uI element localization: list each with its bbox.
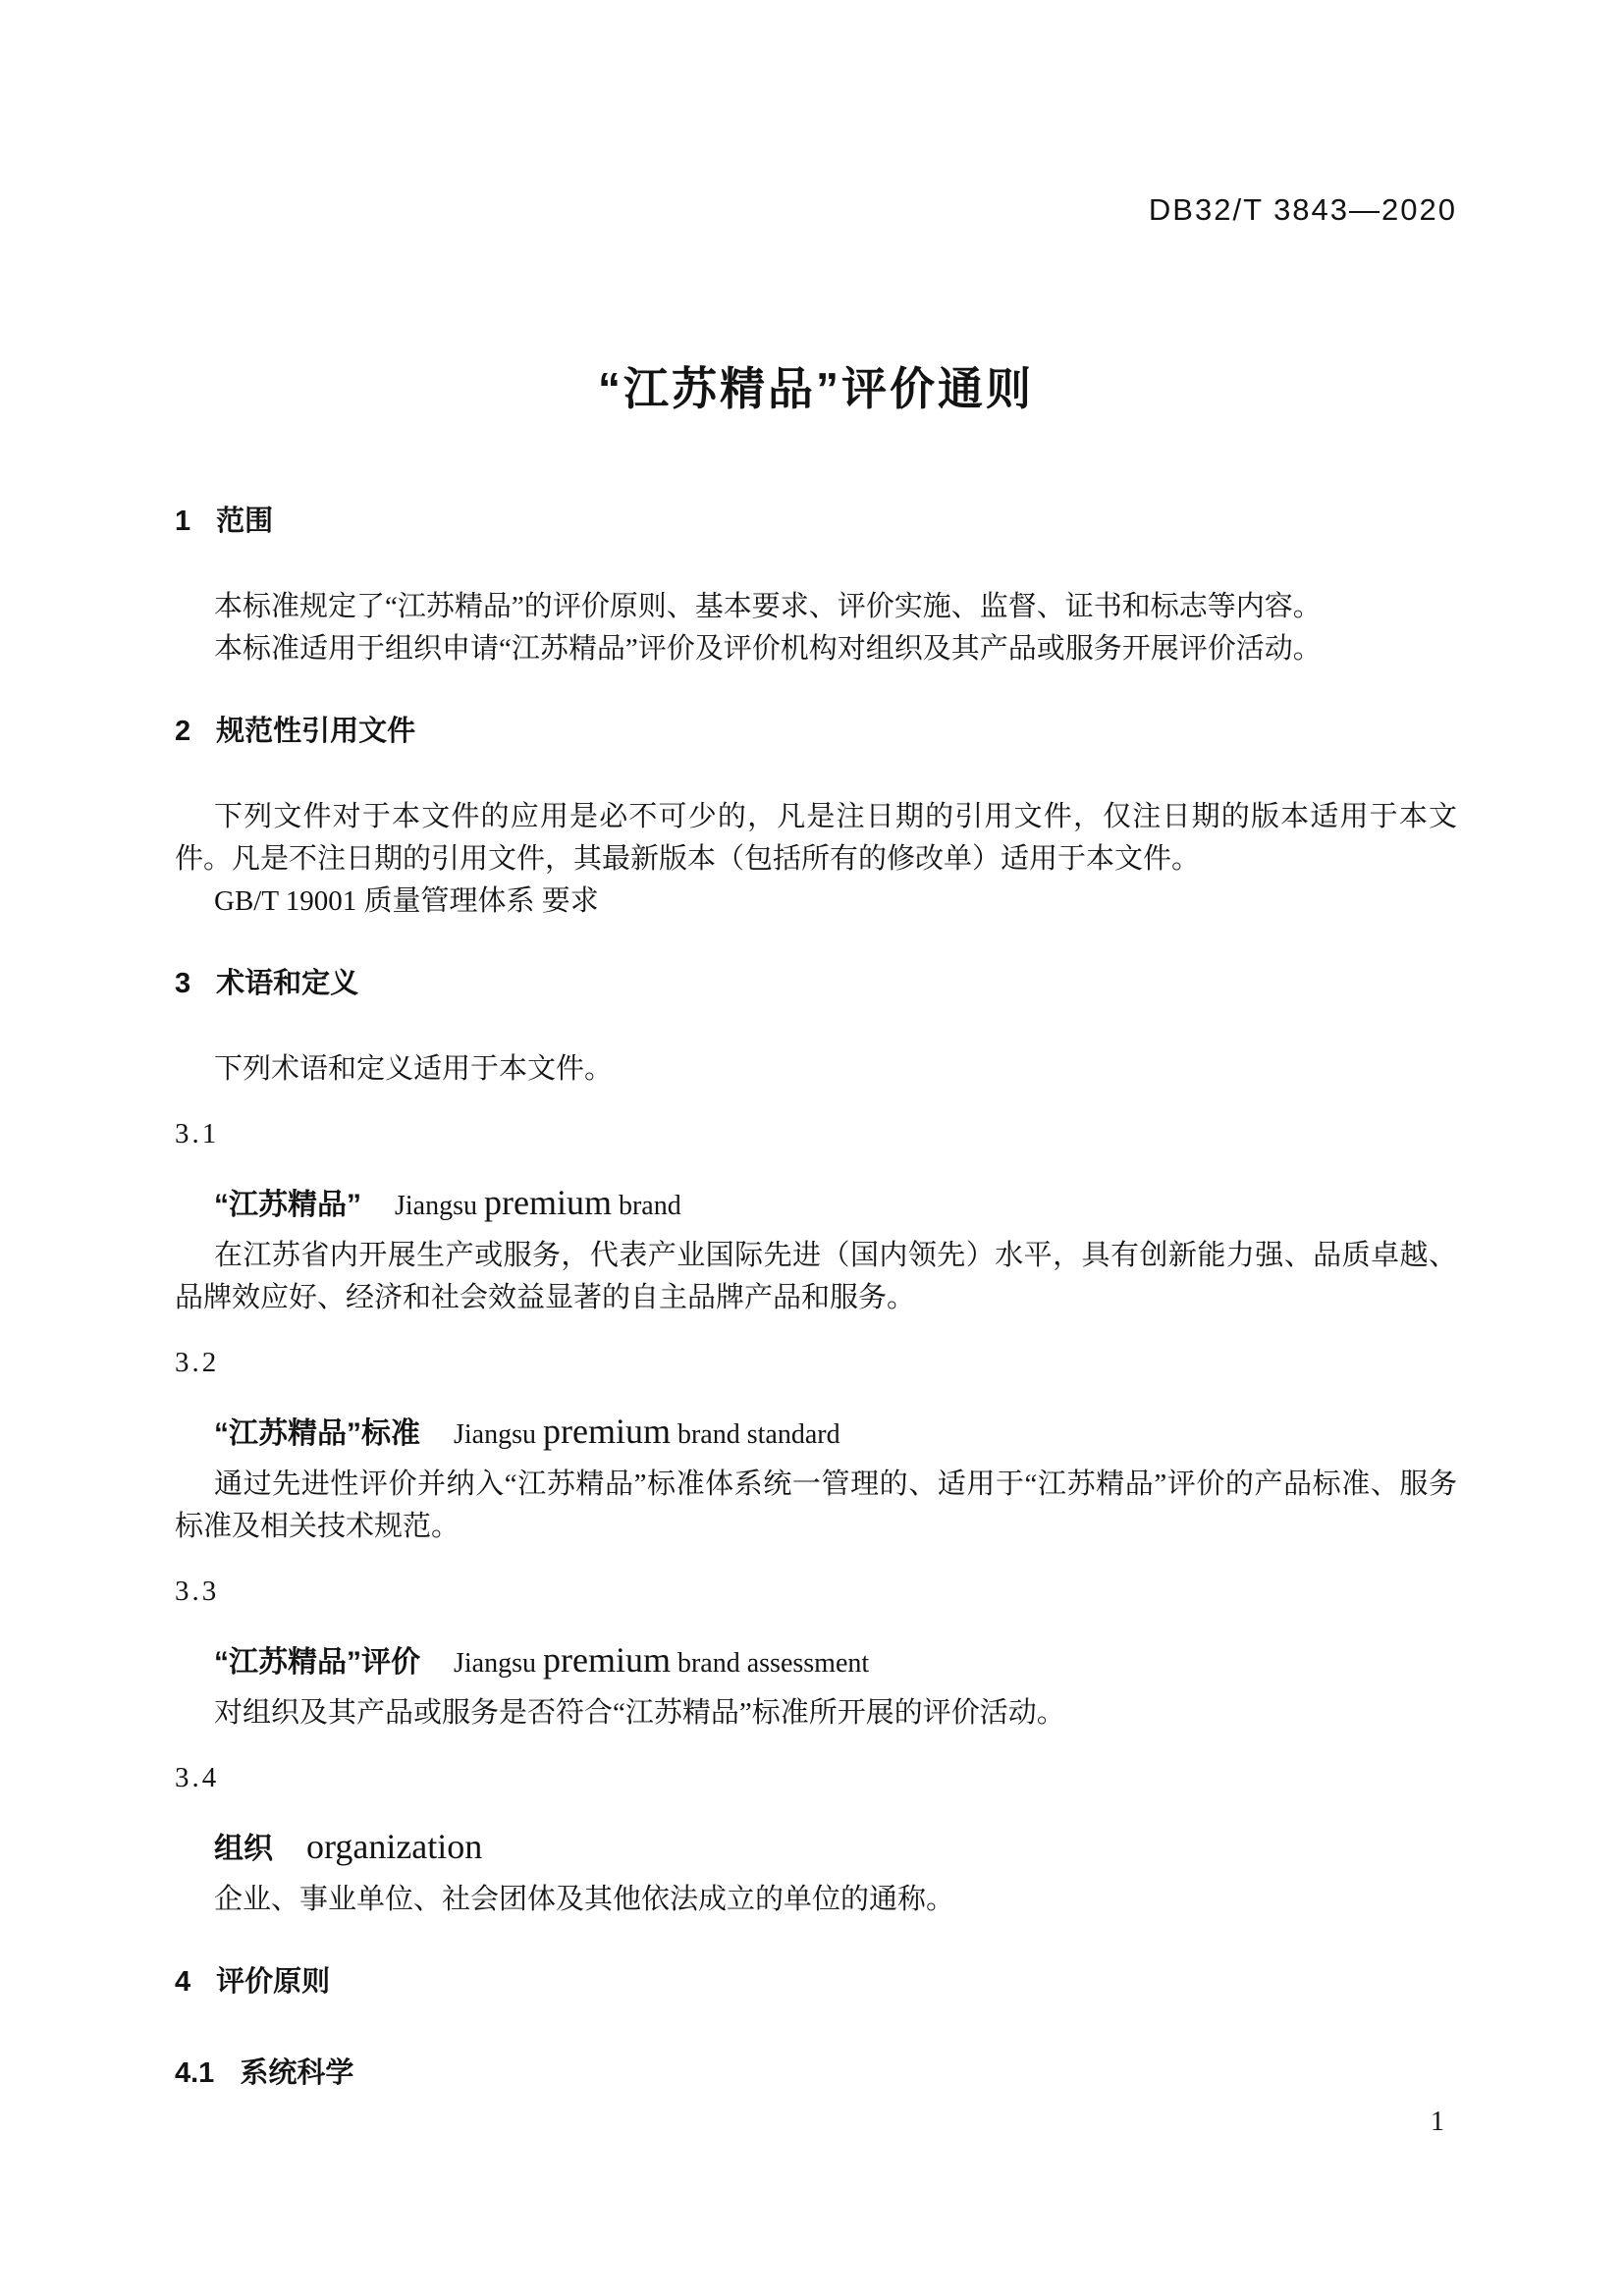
term-3-2-english-pre: Jiangsu	[454, 1419, 543, 1450]
term-3-2-english	[454, 1412, 840, 1451]
term-3-2-chinese: “江苏精品”标准	[214, 1417, 420, 1450]
section-4-title: 评价原则	[216, 1966, 331, 1998]
term-3-3-number: 3.3	[175, 1575, 220, 1607]
normative-refs-paragraph: 下列文件对于本文件的应用是必不可少的，凡是注日期的引用文件，仅注日期的版本适用于本文件。凡是不注日期的引用文件，其最新版本（包括所有的修改单）适用于本文件。	[175, 801, 1457, 875]
term-3-1-chinese: “江苏精品”	[214, 1189, 361, 1221]
term-3-1-english	[395, 1183, 681, 1222]
term-3-2-definition: 通过先进性评价并纳入“江苏精品”标准体系统一管理的、适用于“江苏精品”评价的产品标准、服务标准及相关技术规范。	[175, 1468, 1457, 1542]
term-3-1-english-post: brand	[611, 1191, 681, 1221]
term-3-3-title	[175, 1635, 1457, 1692]
term-3-3-english-post: brand assessment	[670, 1648, 870, 1679]
section-4-1-heading	[175, 2056, 1457, 2091]
term-3-4-english-main: organization	[306, 1827, 483, 1866]
term-3-4-chinese: 组织	[214, 1833, 273, 1865]
term-3-1-english-pre: Jiangsu	[395, 1191, 484, 1221]
section-1-title: 范围	[216, 506, 274, 537]
term-3-3-english	[454, 1640, 870, 1680]
term-3-1	[175, 1117, 1457, 1319]
term-3-2	[175, 1346, 1457, 1548]
term-3-4-english	[306, 1827, 483, 1866]
term-3-2-english-main: premium	[543, 1412, 671, 1451]
term-3-4-title	[175, 1822, 1457, 1879]
term-3-4	[175, 1761, 1457, 1921]
term-3-2-english-post: brand standard	[670, 1419, 840, 1450]
term-3-4-number: 3.4	[175, 1762, 220, 1793]
term-3-2-number: 3.2	[175, 1347, 220, 1378]
term-3-4-definition: 企业、事业单位、社会团体及其他依法成立的单位的通称。	[214, 1884, 955, 1915]
doc-number: DB32/T 3843—2020	[1148, 192, 1457, 227]
term-3-3-english-main: premium	[543, 1640, 671, 1680]
normative-ref-item: GB/T 19001 质量管理体系 要求	[214, 885, 599, 917]
term-3-1-title	[175, 1178, 1457, 1235]
term-3-2-title	[175, 1407, 1457, 1464]
scope-paragraph-1: 本标准规定了“江苏精品”的评价原则、基本要求、评价实施、监督、证书和标志等内容。	[214, 591, 1322, 622]
page-title: “江苏精品”评价通则	[598, 363, 1034, 414]
term-3-3	[175, 1575, 1457, 1735]
terms-intro: 下列术语和定义适用于本文件。	[214, 1053, 614, 1085]
section-1-heading	[175, 505, 1457, 539]
scope-paragraph-2: 本标准适用于组织申请“江苏精品”评价及评价机构对组织及其产品或服务开展评价活动。	[214, 633, 1322, 665]
term-3-3-english-pre: Jiangsu	[454, 1648, 543, 1679]
section-1-number: 1	[175, 506, 191, 537]
term-3-1-number: 3.1	[175, 1118, 220, 1149]
section-4-number: 4	[175, 1966, 191, 1998]
section-4-1-title: 系统科学	[240, 2057, 354, 2089]
term-3-1-english-main: premium	[484, 1183, 612, 1222]
page-number: 1	[1431, 2107, 1444, 2137]
section-2-title: 规范性引用文件	[216, 716, 416, 747]
section-3-number: 3	[175, 968, 191, 999]
section-4-heading	[175, 1965, 1457, 2000]
term-3-3-chinese: “江苏精品”评价	[214, 1646, 420, 1679]
section-3-heading	[175, 967, 1457, 1001]
section-3-title: 术语和定义	[216, 968, 359, 999]
section-2-heading	[175, 715, 1457, 749]
term-3-1-definition: 在江苏省内开展生产或服务，代表产业国际先进（国内领先）水平，具有创新能力强、品质卓越、品牌效应好、经济和社会效益显著的自主品牌产品和服务。	[175, 1240, 1457, 1313]
section-2-number: 2	[175, 716, 191, 747]
term-3-3-definition: 对组织及其产品或服务是否符合“江苏精品”标准所开展的评价活动。	[214, 1697, 1065, 1729]
section-4-1-number: 4.1	[175, 2057, 215, 2089]
